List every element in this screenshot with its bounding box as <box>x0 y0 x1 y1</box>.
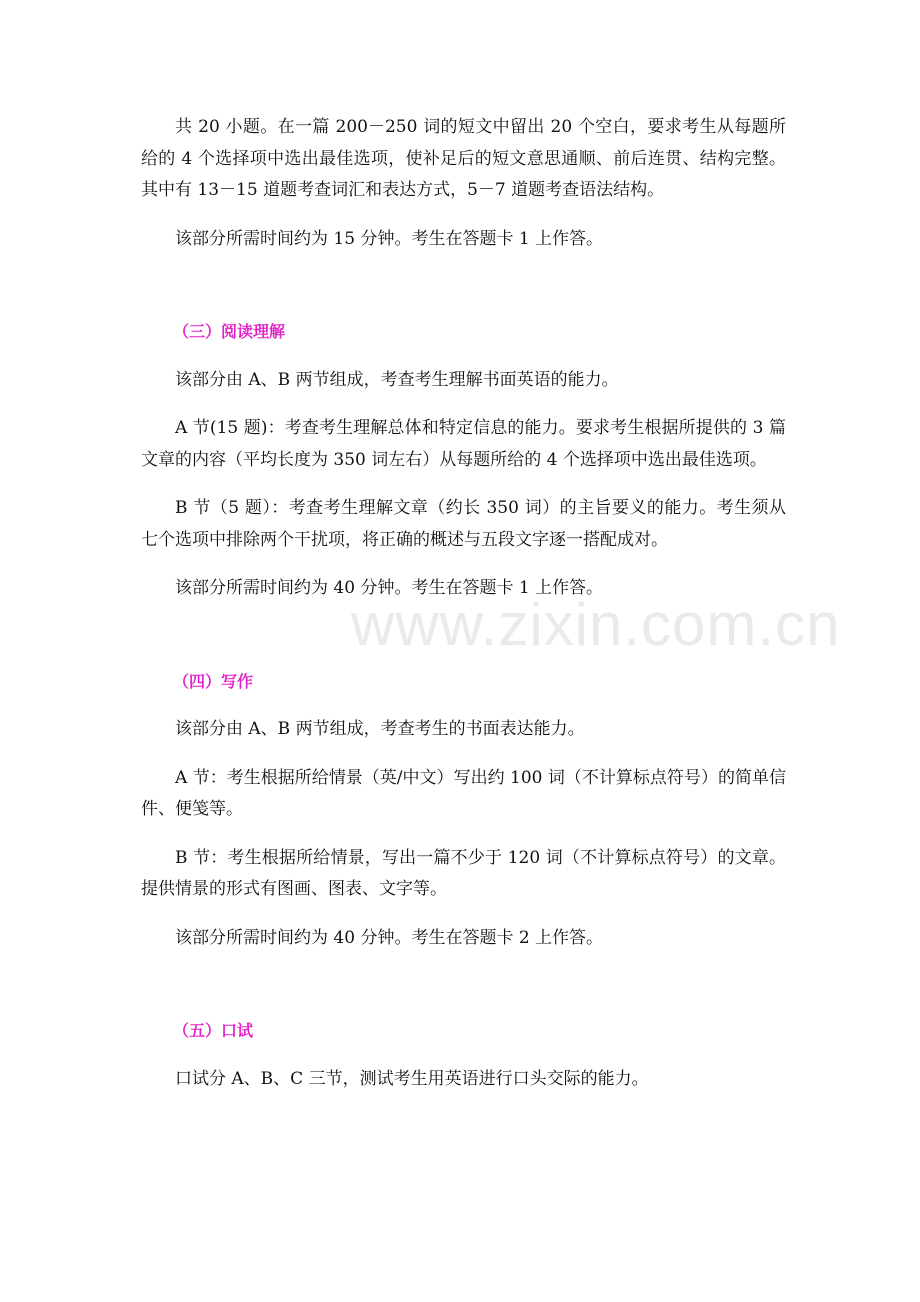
section-heading-writing: （四）写作 <box>173 671 254 691</box>
writing-part-b: B 节：考生根据所给情景，写出一篇不少于 120 词（不计算标点符号）的文章。提供情景的形式有图画、图表、文字等。 <box>141 847 786 899</box>
writing-time-note: 该部分所需时间约为 40 分钟。考生在答题卡 2 上作答。 <box>175 927 604 948</box>
oral-intro: 口试分 A、B、C 三节，测试考生用英语进行口头交际的能力。 <box>175 1068 649 1089</box>
reading-intro: 该部分由 A、B 两节组成，考查考生理解书面英语的能力。 <box>175 369 619 390</box>
reading-part-b: B 节（5 题）：考查考生理解文章（约长 350 词）的主旨要义的能力。考生须从七个选项中排除两个干扰项，将正确的概述与五段文字逐一搭配成对。 <box>141 498 786 550</box>
watermark-text: www.zixin.com.cn <box>351 591 841 658</box>
cloze-time-note: 该部分所需时间约为 15 分钟。考生在答题卡 1 上作答。 <box>175 228 604 249</box>
writing-intro: 该部分由 A、B 两节组成，考查考生的书面表达能力。 <box>175 719 585 739</box>
reading-time-note: 该部分所需时间约为 40 分钟。考生在答题卡 1 上作答。 <box>175 578 604 598</box>
writing-part-a: A 节：考生根据所给情景（英/中文）写出约 100 词（不计算标点符号）的简单信件、便笺等。 <box>141 767 786 819</box>
reading-part-a: A 节(15 题)：考查考生理解总体和特定信息的能力。要求考生根据所提供的 3 篇文章的内容（平均长度为 350 词左右）从每题所给的 4 个选择项中选出最佳选项。 <box>141 418 786 470</box>
cloze-description: 共 20 小题。在一篇 200－250 词的短文中留出 20 个空白，要求考生从每题所给的 4 个选择项中选出最佳选项，使补足后的短文意思通顺、前后连贯、结构完整。其中有 13－15 道题考查词汇和表达方式，5－7 道题考查语法结构。 <box>141 117 786 200</box>
section-heading-reading: （三）阅读理解 <box>173 322 286 341</box>
document-body <box>141 112 786 1095</box>
section-heading-oral: （五）口试 <box>173 1021 254 1040</box>
